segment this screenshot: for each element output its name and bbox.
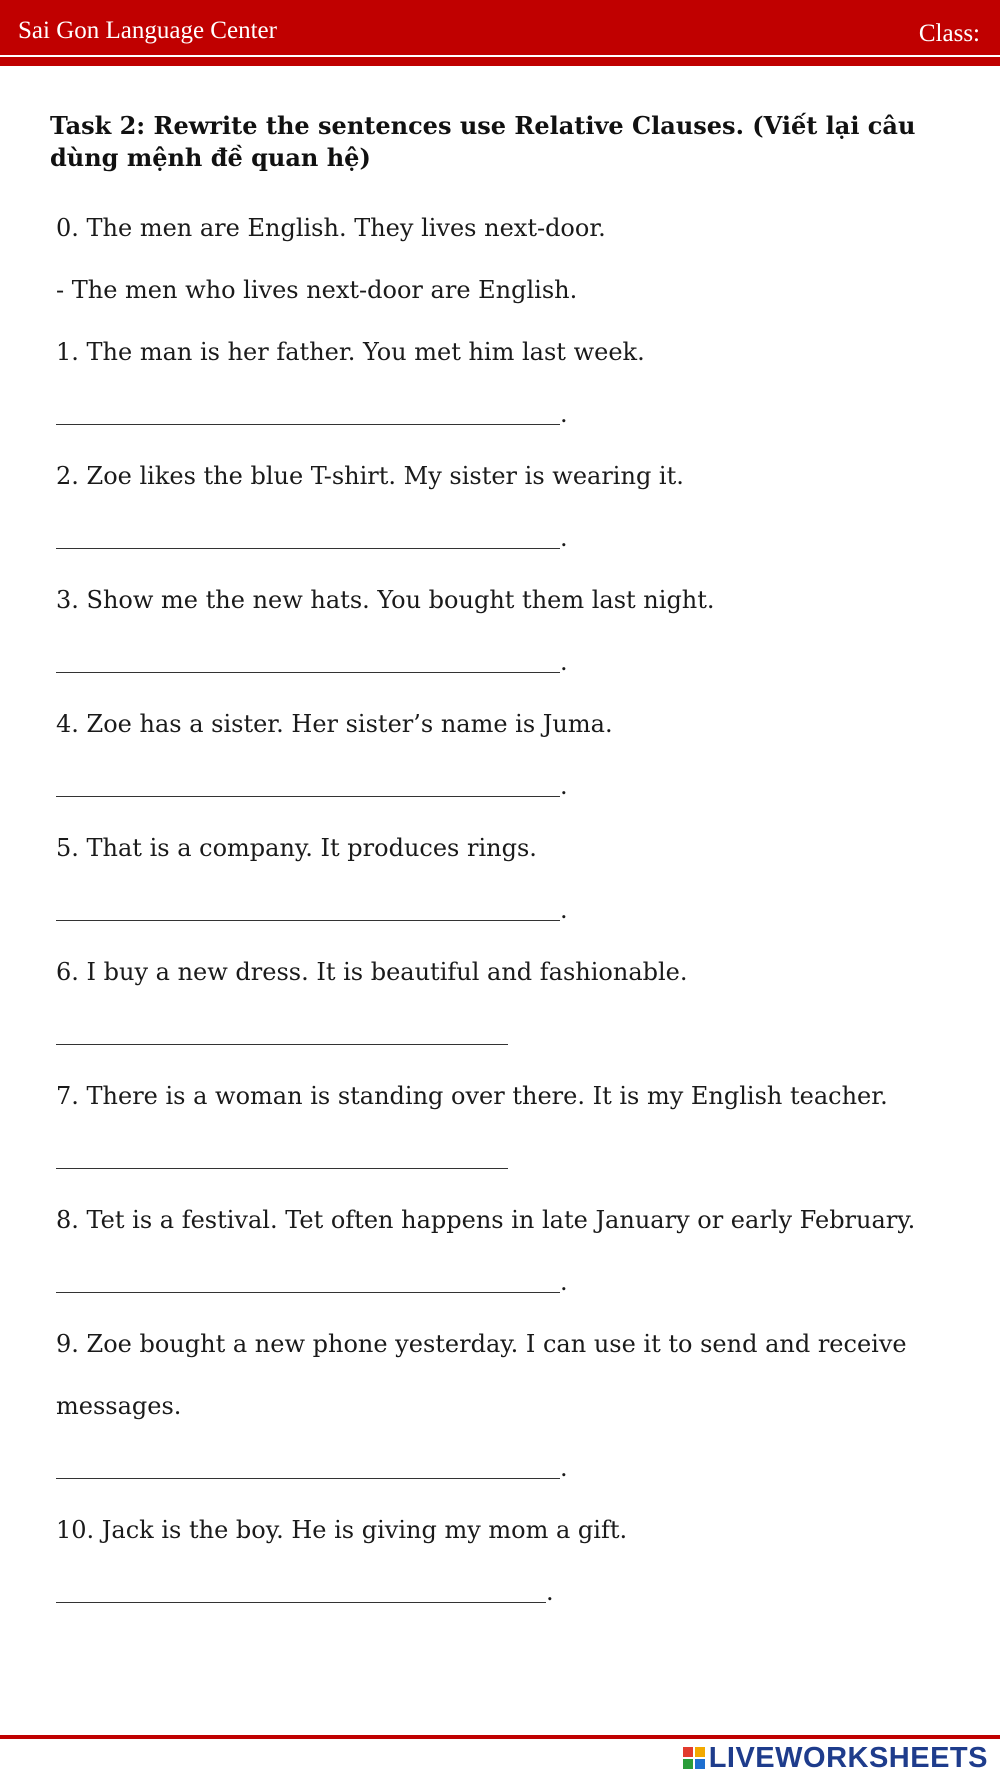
answer-blank-1[interactable] [56, 424, 560, 425]
brand-logo-icon [683, 1747, 705, 1769]
question-4: 4. Zoe has a sister. Her sister’s name is Juma. [56, 710, 613, 738]
answer-period-3: . [560, 648, 568, 676]
example-answer: - The men who lives next-door are English. [56, 276, 578, 304]
answer-blank-10[interactable] [56, 1602, 546, 1603]
question-1: 1. The man is her father. You met him last week. [56, 338, 645, 366]
question-10: 10. Jack is the boy. He is giving my mom a gift. [56, 1516, 628, 1544]
answer-blank-5[interactable] [56, 920, 560, 921]
question-5: 5. That is a company. It produces rings. [56, 834, 537, 862]
answer-period-5: . [560, 896, 568, 924]
question-8: 8. Tet is a festival. Tet often happens in late January or early February. [56, 1206, 916, 1234]
question-7: 7. There is a woman is standing over there. It is my English teacher. [56, 1082, 888, 1110]
question-6: 6. I buy a new dress. It is beautiful and fashionable. [56, 958, 688, 986]
answer-period-2: . [560, 524, 568, 552]
answer-blank-3[interactable] [56, 672, 560, 673]
footer-rule [0, 1735, 1000, 1739]
example-question: 0. The men are English. They lives next-door. [56, 214, 606, 242]
question-9: 9. Zoe bought a new phone yesterday. I can use it to send and receive [56, 1330, 907, 1358]
answer-period-4: . [560, 772, 568, 800]
center-name: Sai Gon Language Center [18, 17, 277, 44]
class-label: Class: [918, 20, 980, 47]
task-title: Task 2: Rewrite the sentences use Relative Clauses. (Viết lại câu dùng mệnh đề quan hệ) [50, 111, 916, 172]
header-bar [0, 0, 1000, 55]
question-3: 3. Show me the new hats. You bought them last night. [56, 586, 715, 614]
answer-period-9: . [560, 1454, 568, 1482]
answer-blank-7[interactable] [56, 1168, 508, 1169]
answer-blank-8[interactable] [56, 1292, 560, 1293]
answer-blank-6[interactable] [56, 1044, 508, 1045]
header-rule [0, 57, 1000, 66]
question-2: 2. Zoe likes the blue T-shirt. My sister is wearing it. [56, 462, 684, 490]
answer-period-1: . [560, 400, 568, 428]
answer-period-8: . [560, 1268, 568, 1296]
answer-blank-9[interactable] [56, 1478, 560, 1479]
brand-logo [683, 1743, 988, 1773]
brand-name: LIVEWORKSHEETS [708, 1741, 988, 1774]
question-9-continued: messages. [56, 1392, 182, 1420]
answer-blank-2[interactable] [56, 548, 560, 549]
answer-blank-4[interactable] [56, 796, 560, 797]
answer-period-10: . [546, 1578, 554, 1606]
